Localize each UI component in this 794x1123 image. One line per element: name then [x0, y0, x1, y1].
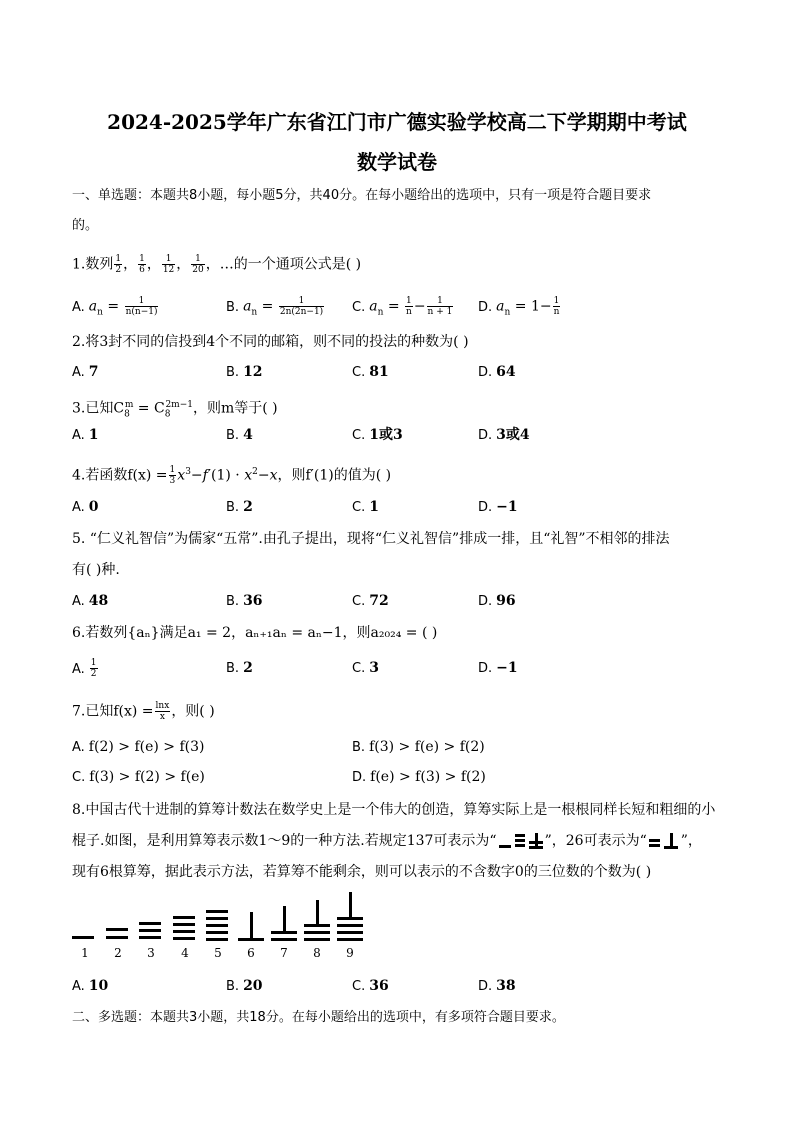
rod-label-9: 9	[346, 946, 354, 960]
q1-stem: 1.数列 $\frac{1}{2}$ ， $\frac{1}{6}$ ， $\frac{1}{12}$ ， $\frac{1}{20}$ ，…的一个通项公式是( )	[72, 254, 362, 275]
q4-option-a[interactable]: A. 0	[72, 499, 99, 515]
q1-prefix: 1.数列	[72, 256, 114, 273]
rod-label-6: 6	[247, 946, 255, 960]
rod-label-1: 1	[81, 946, 89, 960]
q7-option-d[interactable]: D. f(e) > f(3) > f(2)	[352, 769, 486, 785]
rod-1	[72, 936, 94, 939]
q6-option-b[interactable]: B. 2	[226, 660, 253, 676]
q8-option-c[interactable]: C. 36	[352, 978, 389, 994]
q7-option-c[interactable]: C. f(3) > f(2) > f(e)	[72, 769, 205, 785]
q7-option-b[interactable]: B. f(3) > f(e) > f(2)	[352, 739, 485, 755]
q2-option-b[interactable]: B. 12	[226, 364, 263, 380]
rod-3	[139, 922, 161, 925]
q1-term-3: $\frac{1}{12}$	[162, 254, 175, 275]
q5-stem: 5. “仁义礼智信”为儒家“五常”.由孔子提出，现将“仁义礼智信”排成一排，且“礼智”不相邻的排法	[72, 531, 670, 547]
q1-term-1: $\frac{1}{2}$	[115, 254, 122, 275]
q2-option-c[interactable]: C. 81	[352, 364, 389, 380]
rod-5	[206, 910, 228, 913]
q2-option-a[interactable]: A. 7	[72, 364, 99, 380]
q2-stem: 2.将3封不同的信投到4个不同的邮箱，则不同的投法的种数为( )	[72, 334, 469, 350]
q8-stem: 8.中国古代十进制的算筹计数法在数学史上是一个伟大的创造，算筹实际上是一根根同样长短和粗细的小	[72, 802, 716, 818]
q8-option-b[interactable]: B. 20	[226, 978, 263, 994]
rod-label-5: 5	[214, 946, 222, 960]
q2-option-d[interactable]: D. 64	[478, 364, 516, 380]
q6-option-d[interactable]: D. −1	[478, 660, 518, 676]
q8-stem-cont2: 现有6根算筹，据此表示方法，若算筹不能剩余，则可以表示的不含数字0的三位数的个数为( )	[72, 864, 652, 880]
q1-option-b[interactable]: B. $a_n$ = $\frac{1}{2n(2n-1)}$	[226, 296, 324, 318]
q6-stem: 6.若数列{aₙ}满足a₁ = 2，aₙ₊₁aₙ = aₙ−1，则a₂₀₂₄ = ( )	[72, 625, 438, 641]
q1-option-a[interactable]: A. $a_n$ = $\frac{1}{n(n-1)}$	[72, 296, 158, 318]
q3-stem: 3.已知$C_8^m = C_8^{2m-1}$，则m等于( )	[72, 400, 278, 420]
q1-option-d[interactable]: D. $a_n = 1-$ $\frac{1}{n}$	[478, 296, 560, 318]
q3-option-b[interactable]: B. 4	[226, 427, 253, 443]
q7-option-a[interactable]: A. f(2) > f(e) > f(3)	[72, 739, 205, 755]
q3-option-a[interactable]: A. 1	[72, 427, 99, 443]
q8-option-a[interactable]: A. 10	[72, 978, 109, 994]
q5-option-a[interactable]: A. 48	[72, 593, 109, 609]
q4-option-b[interactable]: B. 2	[226, 499, 253, 515]
section1-instructions-cont: 的。	[72, 218, 99, 233]
q1-option-c[interactable]: C. $a_n$ = $\frac{1}{n}$ − $\frac{1}{n + 1}$	[352, 296, 453, 318]
rod-8	[316, 900, 319, 924]
q6-option-c[interactable]: C. 3	[352, 660, 379, 676]
q1-term-2: $\frac{1}{6}$	[139, 254, 145, 275]
q5-option-b[interactable]: B. 36	[226, 593, 263, 609]
rod-9	[349, 892, 352, 917]
rod-2	[106, 928, 128, 931]
rod-6	[250, 912, 253, 938]
q8-option-d[interactable]: D. 38	[478, 978, 516, 994]
q3-option-c[interactable]: C. 1或3	[352, 427, 403, 443]
q4-stem: 4.若函数f(x) = $\frac{1}{3}$ $x^3-f'(1) \cdot x^2-x$，则f′(1)的值为( )	[72, 465, 392, 487]
q5-option-c[interactable]: C. 72	[352, 593, 389, 609]
section2-instructions: 二、多选题：本题共3小题，共18分。在每小题给出的选项中，有多项符合题目要求。	[72, 1010, 565, 1025]
rod-4	[173, 916, 195, 919]
section1-instructions: 一、单选题：本题共8小题，每小题5分，共40分。在每小题给出的选项中，只有一项是符合题目要求	[72, 188, 652, 203]
exam-subtitle: 数学试卷	[357, 150, 437, 174]
rod-label-8: 8	[313, 946, 321, 960]
rod-label-4: 4	[181, 946, 189, 960]
q3-option-d[interactable]: D. 3或4	[478, 427, 530, 443]
exam-title: 2024-2025学年广东省江门市广德实验学校高二下学期期中考试	[107, 110, 687, 134]
rod-label-2: 2	[114, 946, 122, 960]
rod-label-7: 7	[280, 946, 288, 960]
rod-numeral-137	[497, 833, 545, 849]
q7-stem: 7.已知f(x) = $\frac{\ln x}{x}$ ，则( )	[72, 701, 215, 722]
q4-option-d[interactable]: D. −1	[478, 499, 518, 515]
q8-stem-cont: 棍子.如图，是利用算筹表示数1～9的一种方法.若规定137可表示为“ ”，26可表示为“ ”，	[72, 833, 702, 849]
rod-numeral-26	[647, 833, 681, 849]
rod-label-3: 3	[147, 946, 155, 960]
q5-option-d[interactable]: D. 96	[478, 593, 516, 609]
q1-term-4: $\frac{1}{20}$	[192, 254, 204, 275]
q4-option-c[interactable]: C. 1	[352, 499, 379, 515]
q5-stem-cont: 有( )种.	[72, 562, 120, 578]
rod-7	[283, 906, 286, 931]
q1-suffix: …的一个通项公式是( )	[219, 256, 362, 273]
q6-option-a[interactable]: A. $\frac{1}{2}$	[72, 658, 97, 679]
